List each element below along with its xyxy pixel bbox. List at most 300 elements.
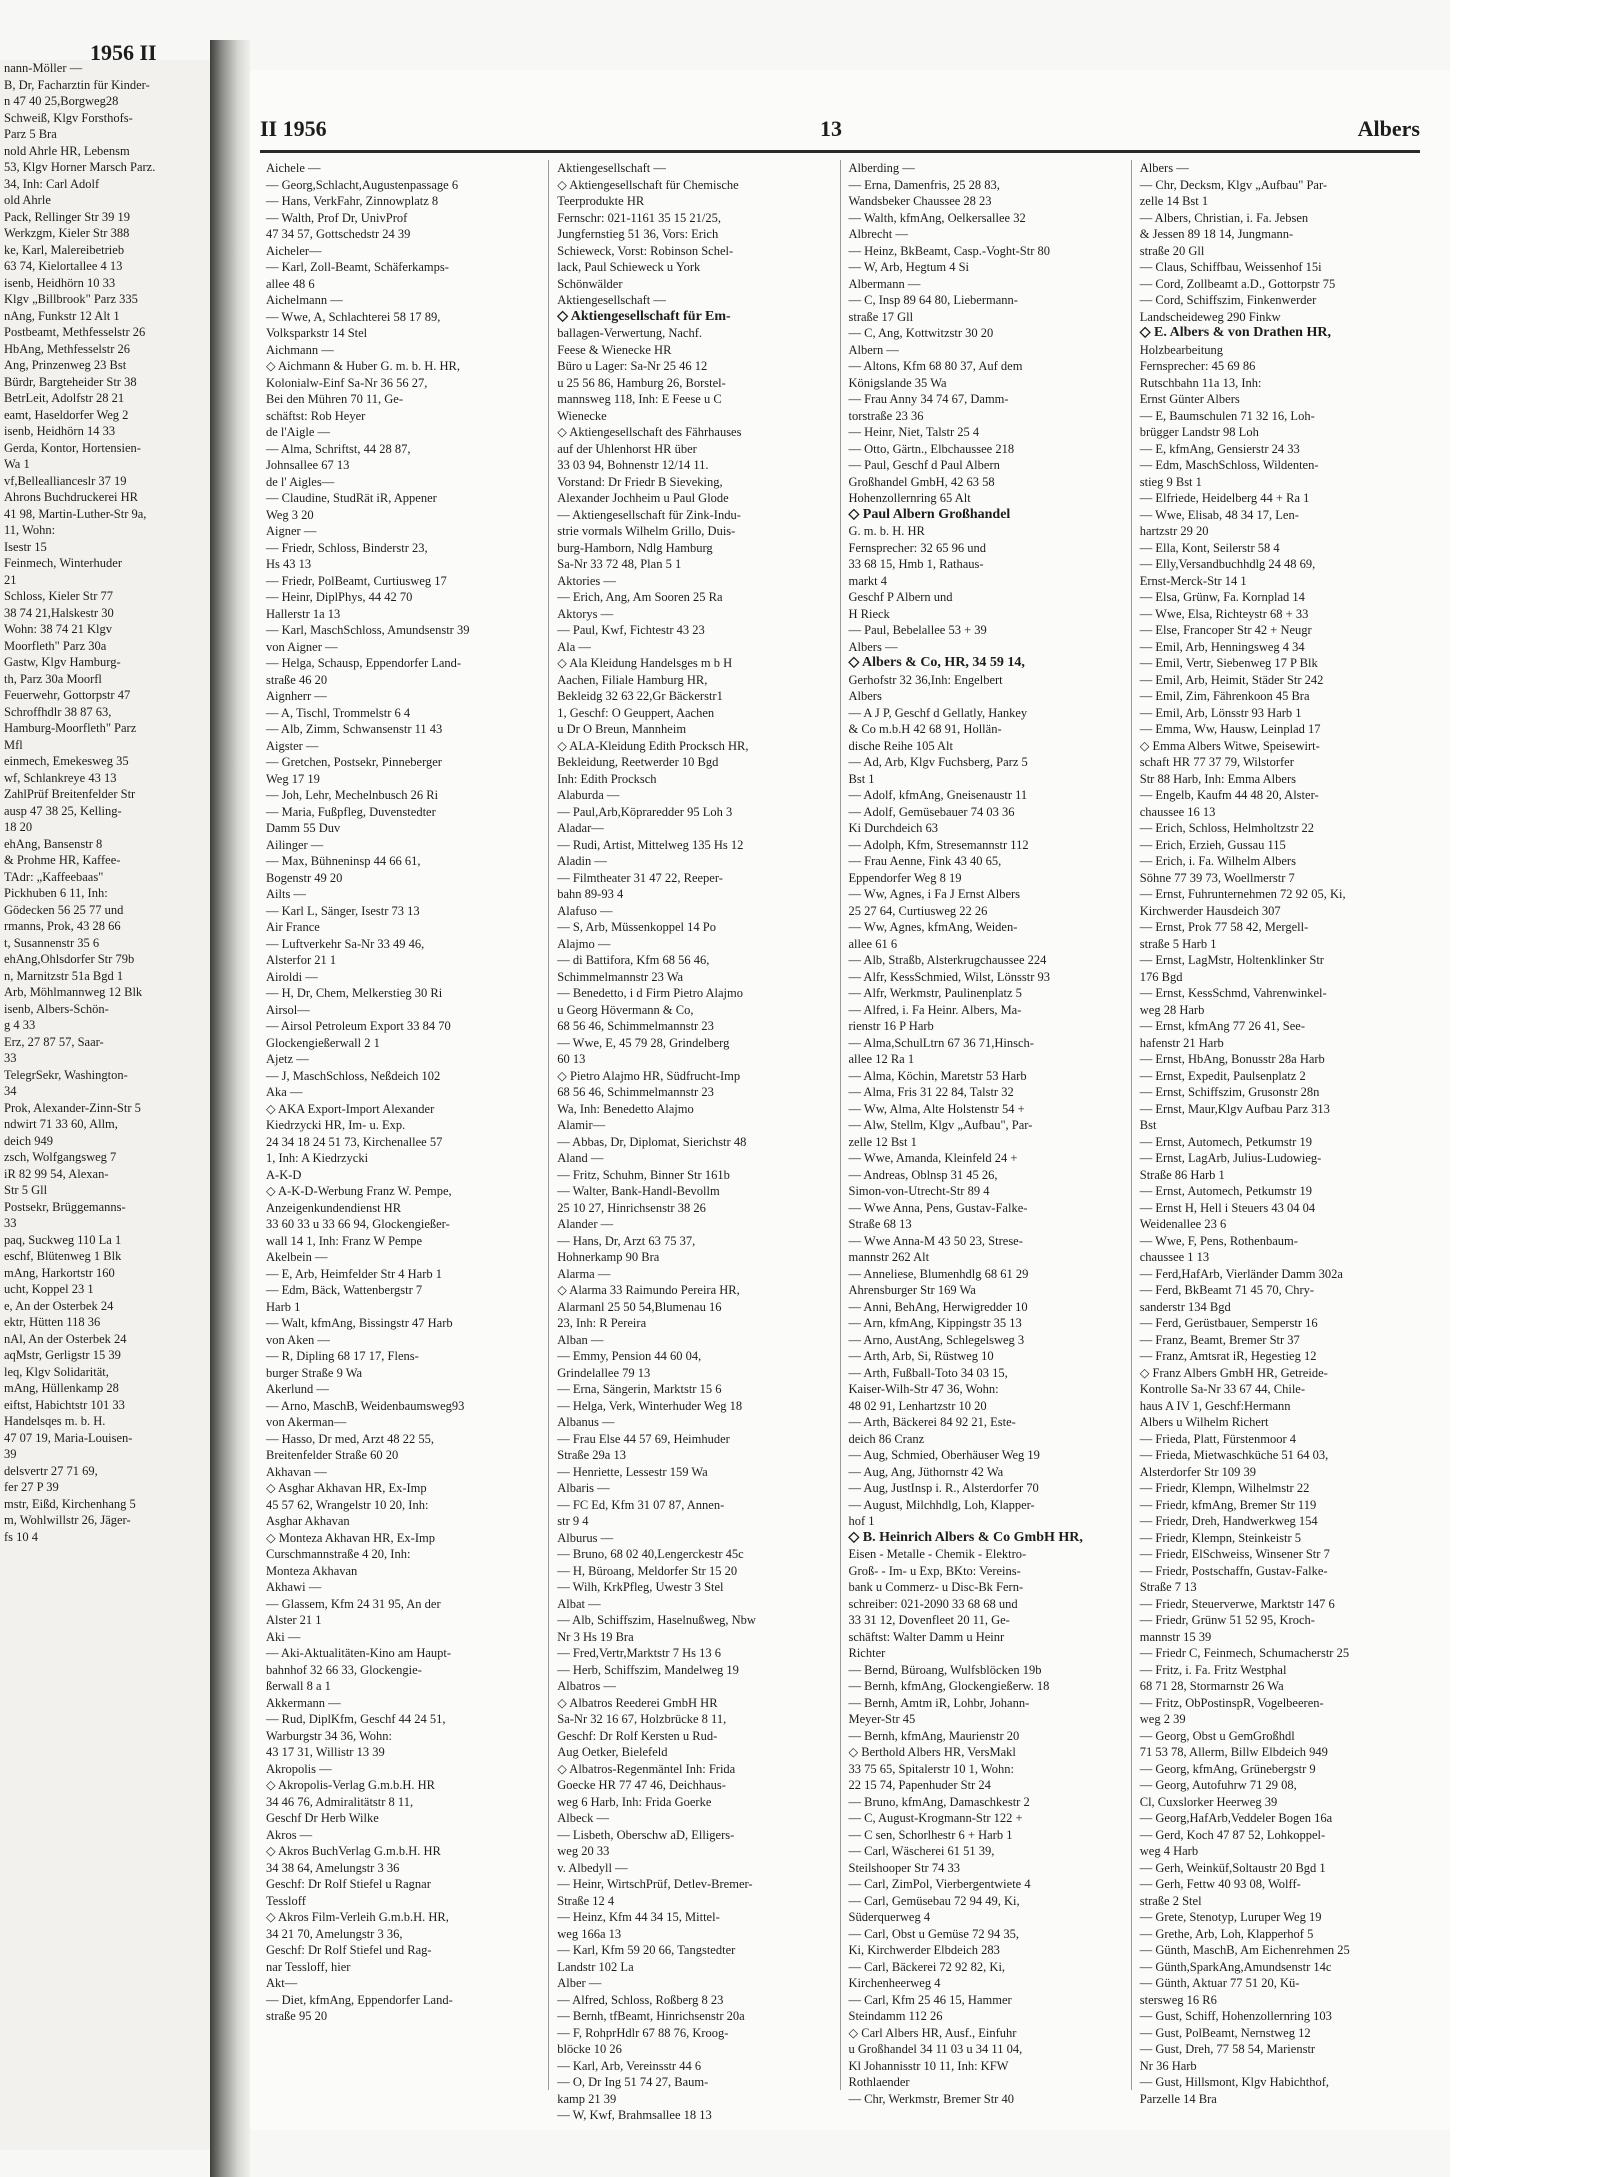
directory-entry: Alander —	[557, 1217, 614, 1231]
directory-entry: Alban —	[557, 1332, 604, 1347]
directory-entry: — Edm, Bäck, Wattenbergstr 7	[266, 1283, 423, 1297]
prev-page-line: eschf, Blütenweg 1 Blk	[4, 1249, 122, 1263]
directory-entry: — Günth,SparkAng,Amundsenstr 14c	[1139, 1959, 1332, 1974]
directory-entry: — Alfr, KessSchmied, Wilst, Lönsstr 93	[848, 969, 1051, 984]
directory-entry: blöcke 10 26	[557, 2042, 622, 2056]
directory-entry: — Chr, Decksm, Klgv „Aufbau" Par-	[1139, 177, 1328, 192]
directory-entry: Aichmann —	[266, 342, 334, 357]
directory-entry: u Dr O Breun, Mannheim	[557, 722, 687, 736]
directory-entry: — W, Arb, Hegtum 4 Si	[848, 260, 969, 274]
directory-entry: Rutschbahn 11a 13, Inh:	[1139, 375, 1262, 390]
directory-entry: — Aug, Schmied, Oberhäuser Weg 19	[848, 1448, 1040, 1462]
directory-entry: — Else, Francoper Str 42 + Neugr	[1139, 623, 1312, 637]
prev-page-line: ucht, Koppel 23 1	[4, 1282, 94, 1296]
prev-page-line: 33	[4, 1051, 17, 1065]
directory-entry: von Aigner —	[266, 639, 338, 654]
directory-entry: — H, Büroang, Meldorfer Str 15 20	[557, 1563, 738, 1578]
directory-entry: Bei den Mühren 70 11, Ge-	[266, 392, 404, 406]
prev-page-line: Hamburg-Moorfleth" Parz	[4, 721, 137, 735]
directory-entry: — S, Arb, Müssenkoppel 14 Po	[557, 920, 716, 934]
prev-page-line: ndwirt 71 33 60, Allm,	[4, 1117, 118, 1131]
directory-entry: Hs 43 13	[266, 557, 312, 571]
prev-page-line: Handelsqes m. b. H.	[4, 1414, 106, 1428]
prev-page-line: delsvertr 27 71 69,	[4, 1463, 98, 1478]
directory-entry: Hallerstr 1a 13	[266, 606, 341, 621]
directory-entry: Alaburda —	[557, 788, 620, 802]
directory-entry: — Andreas, Oblnsp 31 45 26,	[848, 1167, 998, 1182]
directory-entry: — Friedr, Postschaffn, Gustav-Falke-	[1139, 1563, 1328, 1578]
directory-entry: — Helga, Verk, Winterhuder Weg 18	[557, 1398, 743, 1413]
directory-entry: ◇ Berthold Albers HR, VersMakl	[848, 1745, 1016, 1759]
directory-entry: Geschf P Albern und	[848, 590, 953, 604]
directory-entry: — Alma, Fris 31 22 84, Talstr 32	[848, 1085, 1014, 1099]
directory-entry: — Alb, Zimm, Schwansenstr 11 43	[266, 722, 443, 736]
directory-entry: — Gust, Dreh, 77 58 54, Marienstr	[1139, 2042, 1316, 2056]
directory-entry: Schimmelmannstr 23 Wa	[557, 969, 684, 984]
directory-entry: Albers —	[1139, 161, 1189, 175]
directory-entry: Airsol—	[266, 1002, 310, 1017]
directory-entry: Kirchenheerweg 4	[848, 1976, 941, 1990]
directory-entry: mannstr 262 Alt	[848, 1250, 930, 1264]
directory-entry: Albatros —	[557, 1679, 616, 1693]
prev-page-line: eamt, Haseldorfer Weg 2	[4, 407, 129, 422]
directory-entry: Akelbein —	[266, 1250, 328, 1264]
directory-entry: — Fritz, i. Fa. Fritz Westphal	[1139, 1662, 1287, 1677]
prev-page-line: Erz, 27 87 57, Saar-	[4, 1034, 104, 1049]
prev-page-line: mAng, Hüllenkamp 28	[4, 1381, 119, 1395]
directory-entry: Richter	[848, 1646, 886, 1660]
directory-entry: Wa, Inh: Benedetto Alajmo	[557, 1101, 694, 1116]
directory-entry: ◇ Albatros Reederei GmbH HR	[557, 1695, 718, 1710]
directory-entry: Glockengießerwall 2 1	[266, 1035, 380, 1050]
directory-entry: ◇ Albatros-Regenmäntel Inh: Frida	[557, 1761, 736, 1776]
directory-entry: — Claus, Schiffbau, Weissenhof 15i	[1139, 260, 1322, 274]
directory-entry: — Emmy, Pension 44 60 04,	[557, 1349, 702, 1363]
directory-entry: — Wwe, Amanda, Kleinfeld 24 +	[848, 1151, 1018, 1165]
directory-entry: allee 12 Ra 1	[848, 1052, 915, 1066]
directory-entry: 33 03 94, Bohnenstr 12/14 11.	[557, 458, 709, 472]
directory-entry: & Jessen 89 18 14, Jungmann-	[1139, 227, 1294, 241]
directory-entry: stieg 9 Bst 1	[1139, 474, 1202, 489]
directory-entry: — Carl, Kfm 25 46 15, Hammer	[848, 1992, 1012, 2007]
directory-entry: Geschf: Dr Rolf Stiefel u Ragnar	[266, 1877, 431, 1891]
directory-entry: weg 2 39	[1139, 1712, 1186, 1726]
prev-page-line: 34, Inh: Carl Adolf	[4, 176, 100, 191]
directory-entry: Steilshooper Str 74 33	[848, 1860, 960, 1875]
directory-entry: Ala —	[557, 639, 591, 654]
header-keyword: Albers	[1357, 116, 1420, 141]
directory-entry: — Ernst, KessSchmd, Vahrenwinkel-	[1139, 986, 1327, 1000]
directory-entry: allee 61 6	[848, 936, 898, 951]
directory-entry: Alber —	[557, 1976, 602, 1990]
directory-entry: — Karl, Zoll-Beamt, Schäferkamps-	[266, 260, 449, 274]
directory-entry: — Aki-Aktualitäten-Kino am Haupt-	[266, 1646, 452, 1660]
directory-entry: ◇ Aichmann & Huber G. m. b. H. HR,	[266, 359, 460, 373]
directory-entry: Aigner —	[266, 524, 317, 538]
directory-entry: u Großhandel 34 11 03 u 34 11 04,	[848, 2042, 1023, 2056]
directory-entry: Akt—	[266, 1976, 298, 1990]
directory-entry: 71 53 78, Allerm, Billw Elbdeich 949	[1139, 1745, 1328, 1759]
directory-entry: hartzstr 29 20	[1139, 524, 1209, 538]
directory-entry: — Ferd, Gerüstbauer, Semperstr 16	[1139, 1316, 1318, 1330]
directory-entry: — Georg,Schlacht,Augustenpassage 6	[266, 177, 459, 192]
directory-entry: — Benedetto, i d Firm Pietro Alajmo	[557, 986, 743, 1000]
directory-entry: weg 28 Harb	[1139, 1002, 1205, 1017]
directory-entry: — Erna, Sängerin, Marktstr 15 6	[557, 1382, 722, 1396]
directory-entry: Aichelmann —	[266, 293, 343, 307]
directory-entry: — Alw, Stellm, Klgv „Aufbau", Par-	[848, 1118, 1033, 1132]
directory-entry: Albermann —	[848, 276, 921, 291]
column-3	[841, 160, 1132, 2106]
directory-entry: — Erich, Schloss, Helmholtzstr 22	[1139, 821, 1315, 835]
directory-entry: — August, Milchhdlg, Loh, Klapper-	[848, 1497, 1035, 1512]
directory-entry: Groß- - Im- u Exp, BKto: Vereins-	[848, 1563, 1021, 1578]
directory-entry: — Edm, MaschSchloss, Wildenten-	[1139, 458, 1319, 472]
directory-entry: ◇ Ala Kleidung Handelsges m b H	[557, 656, 733, 670]
prev-page-line: Arb, Möhlmannweg 12 Blk	[4, 985, 143, 999]
directory-entry: — Frau Else 44 57 69, Heimhuder	[557, 1431, 730, 1446]
directory-entry: Aktiengesellschaft —	[557, 293, 666, 307]
directory-entry: — Ernst, Automech, Petkumstr 19	[1139, 1184, 1312, 1198]
directory-entry: Weg 17 19	[266, 771, 320, 786]
directory-entry: bahnhof 32 66 33, Glockengie-	[266, 1662, 422, 1677]
prev-page-line: ke, Karl, Malereibetrieb	[4, 242, 125, 257]
directory-entry: — Aug, Ang, Jüthornstr 42 Wa	[848, 1464, 1004, 1479]
directory-entry: — Wwe, F, Pens, Rothenbaum-	[1139, 1233, 1298, 1248]
header-year: II 1956	[260, 116, 327, 141]
directory-entry: — Carl, ZimPol, Vierbergentwiete 4	[848, 1877, 1031, 1891]
prev-page-line: old Ahrle	[4, 193, 51, 207]
directory-entry: — Diet, kfmAng, Eppendorfer Land-	[266, 1992, 453, 2007]
directory-entry: — Ernst, LagMstr, Holtenklinker Str	[1139, 953, 1324, 967]
directory-entry: Bst	[1139, 1118, 1157, 1132]
directory-entry: — Alma, Schriftst, 44 28 87,	[266, 441, 411, 456]
directory-entry: Bogenstr 49 20	[266, 870, 343, 885]
directory-entry: weg 4 Harb	[1139, 1844, 1199, 1858]
directory-entry: — Arth, Fußball-Toto 34 03 15,	[848, 1365, 1008, 1380]
directory-entry: — Bernh, kfmAng, Maurienstr 20	[848, 1728, 1020, 1743]
directory-entry: straße 17 Gll	[848, 309, 914, 324]
prev-page-line: wf, Schlankreye 43 13	[4, 770, 117, 785]
directory-entry: Straße 12 4	[557, 1893, 615, 1908]
directory-entry: ◇ Akropolis-Verlag G.m.b.H. HR	[266, 1778, 435, 1792]
directory-entry: — Heinz, Kfm 44 34 15, Mittel-	[557, 1910, 720, 1924]
directory-entry: deich 86 Cranz	[848, 1431, 925, 1446]
directory-entry: 34 46 76, Admiralitätstr 8 11,	[266, 1794, 414, 1809]
directory-entry: Rothlaender	[848, 2075, 910, 2089]
directory-entry: — Filmtheater 31 47 22, Reeper-	[557, 870, 723, 885]
prev-page-line: Isestr 15	[4, 539, 47, 554]
directory-entry: 68 56 46, Schimmelmannstr 23	[557, 1085, 714, 1099]
directory-columns	[258, 160, 1422, 2122]
directory-entry: — Walt, kfmAng, Bissingstr 47 Harb	[266, 1316, 453, 1330]
prev-page-line: isenb, Heidhörn 14 33	[4, 424, 116, 438]
directory-entry: burg-Hamborn, Ndlg Hamburg	[557, 540, 713, 555]
prev-page-line: isenb, Heidhörn 10 33	[4, 275, 116, 290]
prev-page-line: mAng, Harkortstr 160	[4, 1265, 115, 1280]
directory-entry: — Paul,Arb,Köpraredder 95 Loh 3	[557, 804, 733, 819]
directory-entry: — Hasso, Dr med, Arzt 48 22 55,	[266, 1431, 435, 1446]
prev-page-line: Gerda, Kontor, Hortensien-	[4, 440, 141, 455]
column-1	[258, 160, 549, 2090]
directory-entry: — Arth, Bäckerei 84 92 21, Este-	[848, 1415, 1016, 1429]
directory-entry: Albers —	[848, 639, 898, 654]
directory-entry: — Frau Aenne, Fink 43 40 65,	[848, 854, 1002, 868]
directory-entry: — Alma, Köchin, Maretstr 53 Harb	[848, 1068, 1027, 1083]
directory-entry: Str 88 Harb, Inh: Emma Albers	[1139, 771, 1296, 786]
prev-page-line: Ahrons Buchdruckerei HR	[4, 490, 138, 504]
directory-entry: ◇ Emma Albers Witwe, Speisewirt-	[1139, 738, 1320, 753]
directory-entry: — Ernst, kfmAng 77 26 41, See-	[1139, 1019, 1306, 1033]
directory-entry: Aicheler—	[266, 243, 322, 258]
directory-entry: stersweg 16 R6	[1139, 1992, 1217, 2007]
directory-entry: — Frieda, Mietwaschküche 51 64 03,	[1139, 1448, 1329, 1462]
directory-entry: haus A IV 1, Geschf:Hermann	[1139, 1398, 1291, 1413]
directory-entry: — E, Arb, Heimfelder Str 4 Harb 1	[266, 1266, 443, 1281]
directory-entry: — FC Ed, Kfm 31 07 87, Annen-	[557, 1497, 725, 1512]
directory-entry: Breitenfelder Straße 60 20	[266, 1448, 399, 1462]
prev-page-line: 63 74, Kielortallee 4 13	[4, 259, 123, 273]
directory-entry: Kolonialw-Einf Sa-Nr 36 56 27,	[266, 375, 428, 390]
directory-entry: — Frau Anny 34 74 67, Damm-	[848, 392, 1009, 406]
directory-entry: — Emil, Vertr, Siebenweg 17 P Blk	[1139, 656, 1318, 670]
prev-page-line: BetrLeit, Adolfstr 28 21	[4, 391, 125, 405]
prev-page-line: Feuerwehr, Gottorpstr 47	[4, 688, 131, 702]
prev-page-line: Schweiß, Klgv Forsthofs-	[4, 110, 133, 125]
directory-entry: Nr 36 Harb	[1139, 2058, 1197, 2073]
directory-entry: Landstr 102 La	[557, 1959, 634, 1974]
directory-entry: — Adolf, kfmAng, Gneisenaustr 11	[848, 788, 1028, 802]
directory-entry: — W, Kwf, Brahmsallee 18 13	[557, 2108, 712, 2122]
directory-entry: Grindelallee 79 13	[557, 1365, 651, 1380]
directory-entry: — Elly,Versandbuchhdlg 24 48 69,	[1139, 557, 1316, 571]
directory-entry: Meyer-Str 45	[848, 1712, 916, 1726]
directory-entry: nar Tessloff, hier	[266, 1959, 351, 1974]
directory-entry: Kl Johannisstr 10 11, Inh: KFW	[848, 2058, 1009, 2073]
directory-entry: — Wwe Anna, Pens, Gustav-Falke-	[848, 1200, 1028, 1215]
prev-page-line: t, Susannenstr 35 6	[4, 935, 100, 950]
right-margin	[1450, 0, 1600, 2177]
directory-entry: Gerhofstr 32 36,Inh: Engelbert	[848, 672, 1003, 687]
directory-entry: ballagen-Verwertung, Nachf.	[557, 326, 702, 340]
directory-entry: Straße 29a 13	[557, 1448, 626, 1462]
directory-entry: — Carl, Wäscherei 61 51 39,	[848, 1844, 995, 1858]
directory-entry: 33 75 65, Spitalerstr 10 1, Wohn:	[848, 1761, 1014, 1776]
directory-entry: von Aken —	[266, 1332, 330, 1347]
directory-entry: Aktiengesellschaft —	[557, 161, 666, 175]
directory-entry: 34 38 64, Amelungstr 3 36	[266, 1860, 400, 1875]
prev-page-line: Gödecken 56 25 77 und	[4, 902, 124, 917]
directory-entry: 43 17 31, Willistr 13 39	[266, 1745, 385, 1759]
directory-entry: Albeck —	[557, 1811, 609, 1825]
directory-entry: — Erich, Erzieh, Gussau 115	[1139, 837, 1286, 852]
directory-entry: Alsterfor 21 1	[266, 953, 337, 967]
directory-entry: Airoldi —	[266, 969, 318, 984]
directory-entry: Aigster —	[266, 738, 319, 753]
directory-entry: — C sen, Schorlhestr 6 + Harb 1	[848, 1827, 1013, 1842]
directory-entry: Akkermann —	[266, 1695, 341, 1710]
directory-entry: — Rud, DiplKfm, Geschf 44 24 51,	[266, 1712, 446, 1726]
directory-entry: — Karl L, Sänger, Isestr 73 13	[266, 903, 420, 918]
directory-entry: — Gerh, Fettw 40 93 08, Wolff-	[1139, 1877, 1301, 1891]
directory-entry: von Akerman—	[266, 1415, 347, 1429]
directory-entry: brügger Landstr 98 Loh	[1139, 425, 1259, 439]
directory-entry: 47 34 57, Gottschedstr 24 39	[266, 227, 411, 241]
column-4	[1132, 160, 1422, 2106]
prev-page-line: 21	[4, 572, 17, 587]
directory-entry: ◇ Aktiengesellschaft für Chemische	[557, 177, 739, 192]
prev-page-line: ehAng, Bansenstr 8	[4, 836, 103, 851]
directory-entry: — Ferd,HafArb, Vierländer Damm 302a	[1139, 1266, 1343, 1281]
prev-page-line: Str 5 Gll	[4, 1183, 48, 1197]
directory-entry: 33 31 12, Dovenfleet 20 11, Ge-	[848, 1613, 1010, 1627]
directory-entry: straße 46 20	[266, 672, 328, 687]
directory-entry: — Georg, Obst u GemGroßhdl	[1139, 1728, 1295, 1743]
directory-entry: straße 5 Harb 1	[1139, 936, 1217, 951]
directory-entry: — F, RohprHdlr 67 88 76, Kroog-	[557, 2025, 729, 2040]
prev-page-line: nold Ahrle HR, Lebensm	[4, 143, 130, 158]
directory-entry: straße 20 Gll	[1139, 243, 1205, 258]
directory-entry: dische Reihe 105 Alt	[848, 738, 953, 753]
prev-page-line: Werkzgm, Kieler Str 388	[4, 226, 130, 240]
previous-page-header: 1956 II	[90, 40, 157, 65]
directory-entry: — Ernst H, Hell i Steuers 43 04 04	[1139, 1200, 1316, 1215]
directory-entry: — Wwe, Elsa, Richteystr 68 + 33	[1139, 606, 1309, 621]
directory-entry: — Adolf, Gemüsebauer 74 03 36	[848, 804, 1015, 819]
directory-entry: — Ad, Arb, Klgv Fuchsberg, Parz 5	[848, 755, 1028, 769]
directory-entry: — A, Tischl, Trommelstr 6 4	[266, 705, 411, 720]
directory-entry: 25 10 27, Hinrichsenstr 38 26	[557, 1200, 706, 1215]
directory-entry: schaft HR 77 37 79, Wilstorfer	[1139, 755, 1294, 769]
directory-entry: — Grete, Stenotyp, Luruper Weg 19	[1139, 1910, 1322, 1924]
directory-entry: — Carl, Obst u Gemüse 72 94 35,	[848, 1926, 1019, 1941]
directory-entry: Asghar Akhavan	[266, 1514, 350, 1528]
directory-entry: — Friedr, PolBeamt, Curtiusweg 17	[266, 573, 447, 588]
directory-entry: torstraße 23 36	[848, 408, 924, 423]
prev-page-line: Wa 1	[4, 457, 30, 471]
directory-entry: — Friedr, Grünw 51 52 95, Kroch-	[1139, 1613, 1315, 1627]
directory-entry: — Friedr, ElSchweiss, Winsener Str 7	[1139, 1547, 1330, 1561]
directory-entry: — Arno, AustAng, Schlegelsweg 3	[848, 1332, 1025, 1347]
directory-entry: — Gust, Schiff, Hohenzollernring 103	[1139, 2009, 1332, 2023]
directory-entry: kamp 21 39	[557, 2091, 617, 2106]
directory-entry: Sa-Nr 32 16 67, Holzbrücke 8 11,	[557, 1712, 727, 1726]
directory-entry: Kaiser-Wilh-Str 47 36, Wohn:	[848, 1382, 999, 1396]
directory-entry: — Fritz, Schuhm, Binner Str 161b	[557, 1167, 730, 1182]
prev-page-line: Feinmech, Winterhuder	[4, 556, 122, 570]
directory-entry: ◇ A-K-D-Werbung Franz W. Pempe,	[266, 1184, 452, 1198]
prev-page-line: Moorfleth" Parz 30a	[4, 638, 107, 653]
directory-entry: Großhandel GmbH, 42 63 58	[848, 474, 995, 489]
directory-entry: — Friedr C, Feinmech, Schumacherstr 25	[1139, 1646, 1350, 1660]
directory-entry: — Ernst, HbAng, Bonusstr 28a Harb	[1139, 1052, 1325, 1066]
directory-entry: de l' Aigles—	[266, 474, 335, 489]
directory-entry: Hohnerkamp 90 Bra	[557, 1250, 660, 1264]
directory-entry: ◇ Albers & Co, HR, 34 59 14,	[848, 655, 1025, 670]
directory-entry: Akropolis —	[266, 1761, 332, 1776]
directory-entry: 68 71 28, Stormarnstr 26 Wa	[1139, 1679, 1284, 1693]
directory-entry: ◇ Pietro Alajmo HR, Südfrucht-Imp	[557, 1068, 741, 1083]
directory-entry: — Walth, kfmAng, Oelkersallee 32	[848, 210, 1026, 225]
prev-page-line: 41 98, Martin-Luther-Str 9a,	[4, 506, 147, 521]
prev-page-line: ZahlPrüf Breitenfelder Str	[4, 787, 136, 801]
prev-page-line: aqMstr, Gerligstr 15 39	[4, 1348, 121, 1362]
directory-entry: H Rieck	[848, 606, 890, 621]
directory-entry: Aktorys —	[557, 606, 614, 621]
directory-entry: Weg 3 20	[266, 507, 314, 522]
directory-entry: ◇ Paul Albern Großhandel	[848, 506, 1011, 522]
directory-entry: Feese & Wienecke HR	[557, 342, 672, 357]
prev-page-line: Pack, Rellinger Str 39 19	[4, 209, 131, 224]
directory-entry: — Heinr, Niet, Talstr 25 4	[848, 425, 980, 439]
directory-entry: — Luftverkehr Sa-Nr 33 49 46,	[266, 936, 425, 951]
directory-entry: hof 1	[848, 1514, 875, 1528]
directory-entry: Alafuso —	[557, 903, 613, 918]
directory-entry: Aignherr —	[266, 689, 327, 703]
directory-entry: Simon-von-Utrecht-Str 89 4	[848, 1184, 990, 1198]
directory-entry: — Erich, i. Fa. Wilhelm Albers	[1139, 854, 1296, 868]
directory-entry: — Arno, MaschB, Weidenbaumsweg93	[266, 1398, 465, 1413]
directory-entry: Albaris —	[557, 1481, 610, 1495]
directory-entry: Kontrolle Sa-Nr 33 67 44, Chile-	[1139, 1382, 1306, 1396]
directory-entry: — Franz, Amtsrat iR, Hegestieg 12	[1139, 1349, 1317, 1363]
directory-entry: 25 27 64, Curtiusweg 22 26	[848, 903, 988, 918]
directory-entry: burger Straße 9 Wa	[266, 1365, 363, 1380]
directory-entry: G. m. b. H. HR	[848, 524, 925, 538]
prev-page-line: & Prohme HR, Kaffee-	[4, 853, 121, 867]
prev-page-line: Mfl	[4, 737, 23, 752]
directory-entry: — Hans, Dr, Arzt 63 75 37,	[557, 1233, 696, 1248]
directory-entry: Kirchwerder Hausdeich 307	[1139, 903, 1281, 918]
directory-entry: — Emil, Zim, Fährenkoon 45 Bra	[1139, 689, 1310, 703]
directory-entry: — Alfred, i. Fa Heinr. Albers, Ma-	[848, 1002, 1022, 1017]
directory-entry: — Karl, Kfm 59 20 66, Tangstedter	[557, 1943, 736, 1957]
prev-page-line: leq, Klgv Solidarität,	[4, 1364, 109, 1379]
directory-entry: — Ella, Kont, Seilerstr 58 4	[1139, 540, 1280, 555]
directory-entry: weg 166a 13	[557, 1926, 622, 1941]
directory-entry: 60 13	[557, 1052, 586, 1066]
prev-page-line: n, Marnitzstr 51a Bgd 1	[4, 968, 124, 983]
prev-page-line: 47 07 19, Maria-Louisen-	[4, 1430, 133, 1445]
directory-entry: — Cord, Zollbeamt a.D., Gottorpstr 75	[1139, 276, 1336, 291]
directory-entry: Volksparkstr 14 Stel	[266, 326, 368, 340]
prev-page-line: 18 20	[4, 820, 33, 834]
prev-page-line: Pickhuben 6 11, Inh:	[4, 886, 108, 900]
directory-entry: — Fred,Vertr,Marktstr 7 Hs 13 6	[557, 1646, 721, 1660]
directory-entry: — Arth, Arb, Si, Rüstweg 10	[848, 1349, 994, 1363]
directory-entry: — Walter, Bank-Handl-Bevollm	[557, 1184, 720, 1198]
directory-entry: — Herb, Schiffszim, Mandelweg 19	[557, 1662, 739, 1677]
directory-entry: Alsterdorfer Str 109 39	[1139, 1464, 1257, 1479]
prev-page-line: 38 74 21,Halskestr 30	[4, 605, 114, 620]
directory-entry: — Aktiengesellschaft für Zink-Indu-	[557, 507, 741, 522]
directory-entry: 33 60 33 u 33 66 94, Glockengießer-	[266, 1217, 450, 1231]
directory-entry: — O, Dr Ing 51 74 27, Baum-	[557, 2075, 709, 2089]
directory-entry: — Wwe, Elisab, 48 34 17, Len-	[1139, 507, 1299, 522]
directory-entry: ◇ Carl Albers HR, Ausf., Einfuhr	[848, 2025, 1017, 2040]
prev-page-line: vf,Belleallianceslr 37 19	[4, 473, 127, 488]
directory-entry: schreiber: 021-2090 33 68 68 und	[848, 1596, 1018, 1611]
directory-entry: Straße 86 Harb 1	[1139, 1167, 1225, 1182]
directory-entry: ◇ Aktiengesellschaft für Em-	[557, 308, 731, 324]
directory-entry: — Paul, Geschf d Paul Albern	[848, 458, 1000, 472]
prev-page-line: Parz 5 Bra	[4, 127, 57, 141]
directory-entry: — C, Ang, Kottwitzstr 30 20	[848, 326, 994, 340]
directory-entry: Anzeigenkundendienst HR	[266, 1200, 402, 1215]
directory-entry: — C, Insp 89 64 80, Liebermann-	[848, 293, 1018, 307]
prev-page-line: TAdr: „Kaffeebaas"	[4, 869, 104, 884]
directory-entry: — Adolph, Kfm, Stresemannstr 112	[848, 837, 1029, 852]
